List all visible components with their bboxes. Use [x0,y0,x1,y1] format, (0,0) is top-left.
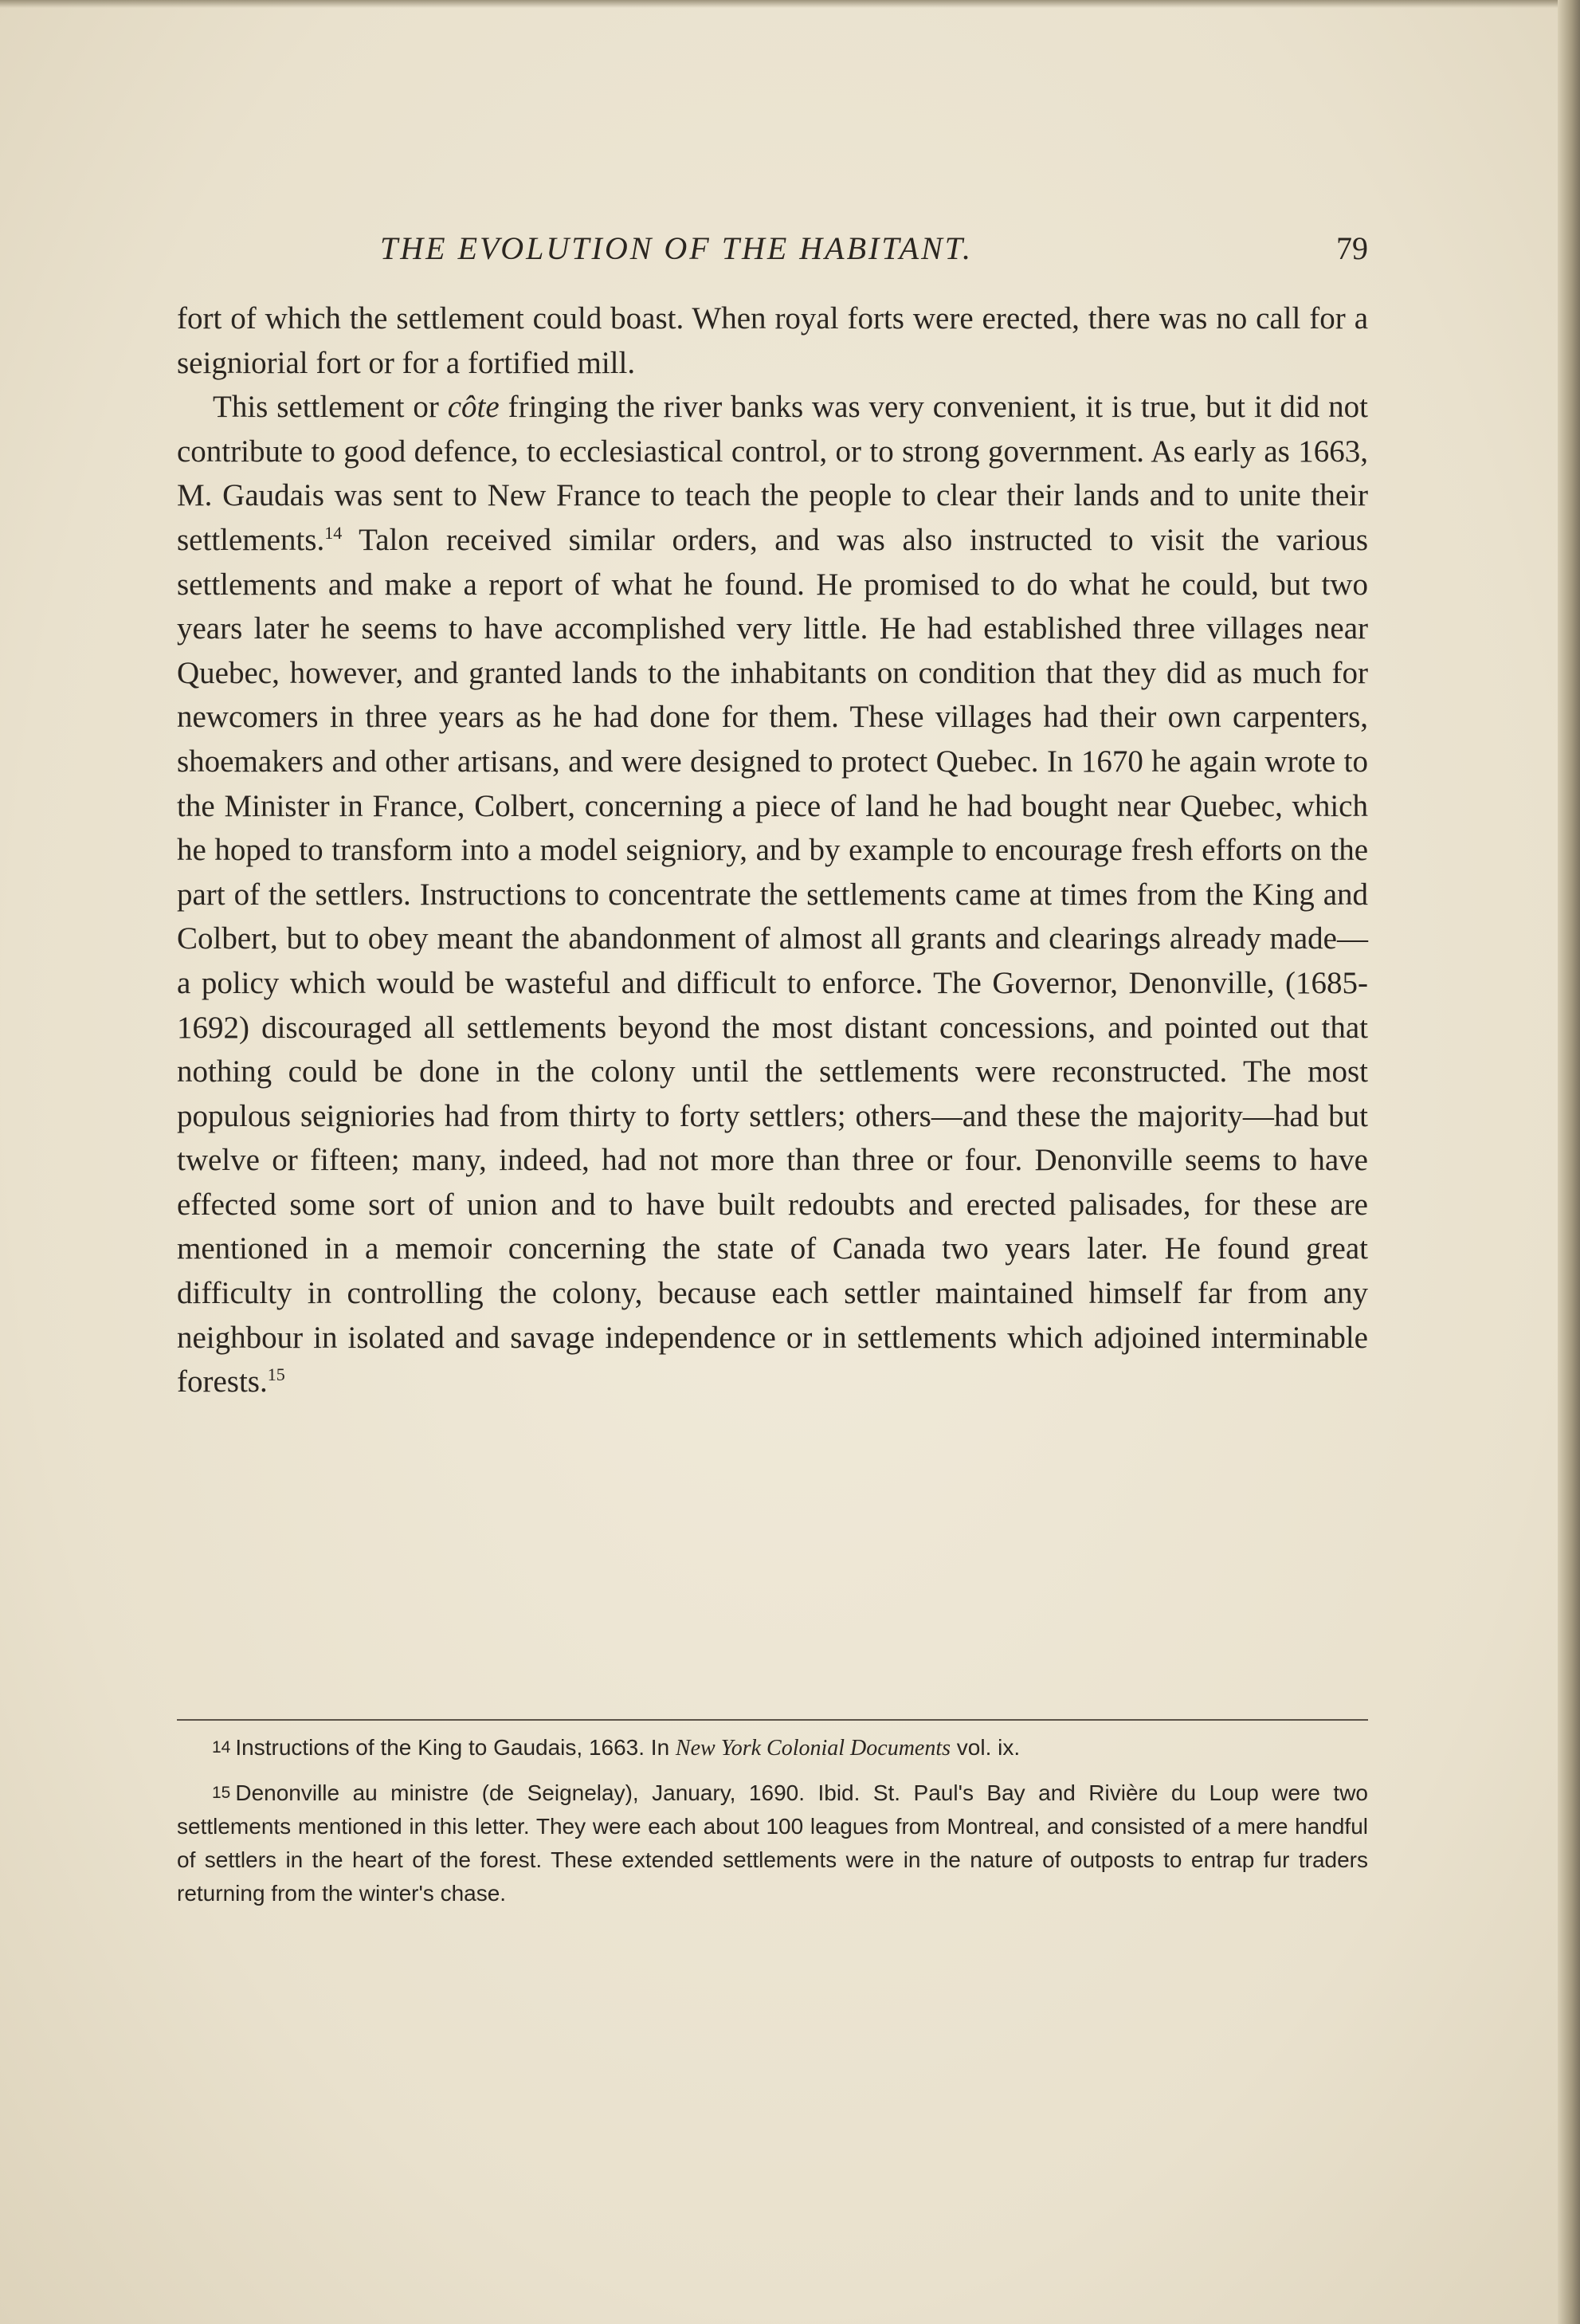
paragraph-2-part-b: Talon received similar orders, and was also instructed to visit the various settlements and make a report of what he found. He promised to do what he could, but two years later he seems to have accomplished very little. He had established three villages near Quebec, however, and granted lands to the inhabitants on condition that they did as much for newcomers in three years as he had done for them. These villages had their own carpenters, shoemakers and other artisans, and were designed to protect Quebec. In 1670 he again wrote to the Minister in France, Colbert, concerning a piece of land he had bought near Quebec, which he hoped to transform into a model seigniory, and by example to encourage fresh efforts on the part of the settlers. Instructions to concentrate the settlements came at times from the King and Colbert, but to obey meant the abandonment of almost all grants and clearings already made—a policy which would be wasteful and difficult to enforce. The Governor, Denonville, (1685-1692) discouraged all settlements beyond the most distant concessions, and pointed out that nothing could be done in the colony until the settlements were reconstructed. The most populous seigniories had from thirty to forty settlers; others—and these the majority—had but twelve or fifteen; many, indeed, had not more than three or four. Denonville seems to have effected some sort of union and to have built redoubts and erected palisades, for these are mentioned in a memoir concerning the state of Canada two years later. He found great difficulty in controlling the colony, because each settler maintained himself far from any neighbour in isolated and savage independence or in settlements which adjoined interminable forests. [177,522,1368,1400]
body-text [177,296,1368,1404]
paragraph-1: fort of which the settlement could boast. When royal forts were erected, there was no call for a seigniorial fort or for a fortified mill. [177,301,1368,380]
paragraph-2-start: This settlement or [213,390,448,425]
footnote-15-number: 15 [212,1784,231,1802]
footnote-14-number: 14 [212,1738,231,1757]
footnote-ref-14[interactable]: 14 [324,522,343,543]
running-title: THE EVOLUTION OF THE HABITANT. [380,230,974,266]
footnotes [177,1731,1368,1922]
footnote-14-source: New York Colonial Documents [675,1736,951,1761]
footnote-14-text-a: Instructions of the King to Gaudais, 1663. In [235,1735,676,1760]
cote-term: côte [447,390,500,425]
paragraph-2-part-a: fringing the river banks was very convenient, it is true, but it did not contribute to good defence, to ecclesiastical control, or to strong government. As early as 1663, M. Gaudais was sent to New France to teach the people to clear their lands and to unite their settlements. [177,390,1368,557]
paragraph-2 [177,385,1368,1404]
page-top-shadow [0,0,1580,8]
footnote-ref-15[interactable]: 15 [267,1364,285,1385]
footnote-divider [177,1719,1368,1721]
page-right-edge [1558,0,1580,2324]
page-number: 79 [1336,230,1368,266]
footnote-14-text-b: vol. ix. [951,1735,1021,1760]
page-header [177,230,1368,274]
footnote-15 [177,1776,1368,1910]
footnote-14 [177,1731,1368,1765]
footnote-15-text: Denonville au ministre (de Seignelay), January, 1690. Ibid. St. Paul's Bay and Rivière du Loup were two settlements mentioned in this letter. They were each about 100 leagues from Montreal, and consisted of a mere handful of settlers in the heart of the forest. These extended settlements were in the nature of outposts to entrap fur traders returning from the winter's chase. [177,1780,1368,1906]
